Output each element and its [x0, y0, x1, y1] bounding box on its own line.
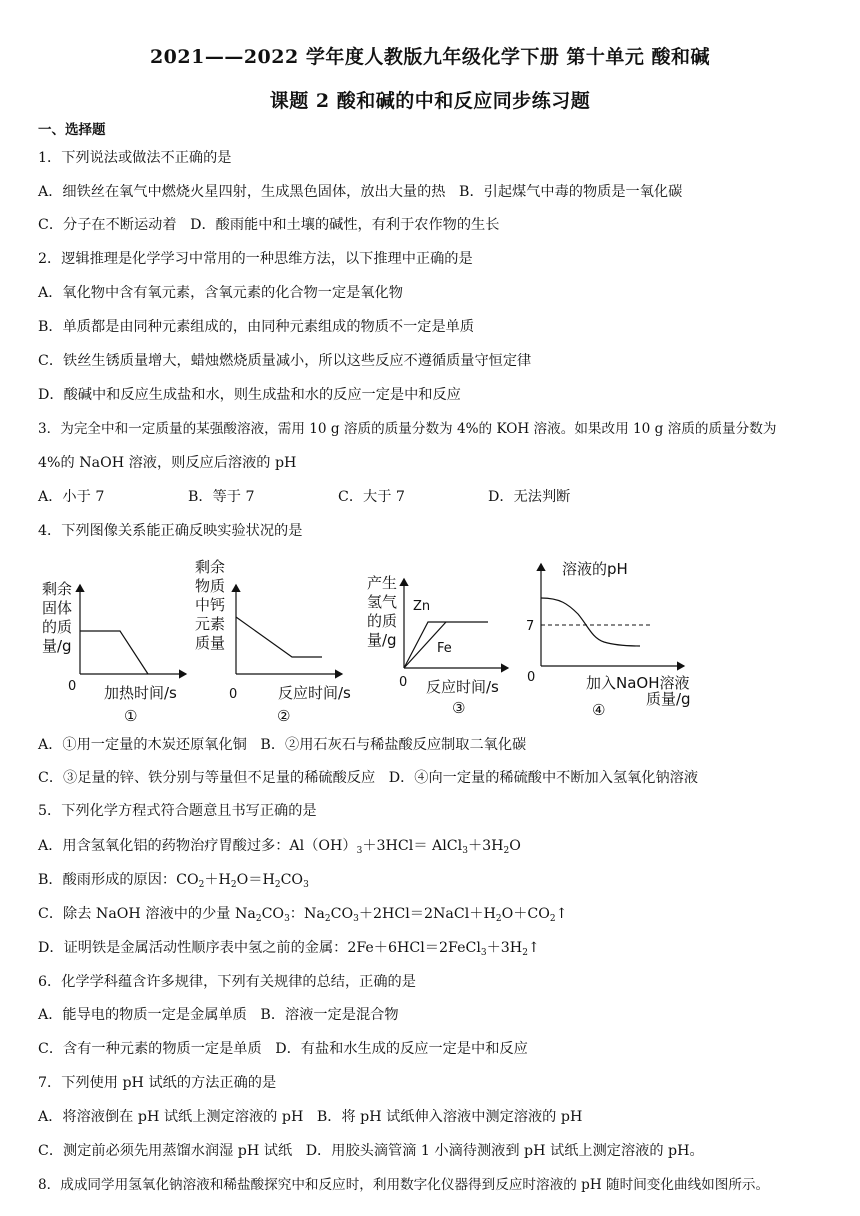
page-subtitle: 课题 2 酸和碱的中和反应同步练习题	[269, 90, 591, 112]
graph3-fe-label: Fe	[437, 641, 452, 656]
q6-option-d: D．有盐和水生成的反应一定是中和反应	[275, 1041, 528, 1057]
graph3-ylabel-2: 氢气	[367, 593, 398, 611]
q4-graphs	[0, 550, 860, 735]
graph3-xlabel: 反应时间/s	[426, 678, 499, 696]
q3-option-c: C．大于 7	[338, 489, 405, 505]
graph3-number: ③	[452, 699, 466, 717]
graph2-curve	[236, 617, 322, 657]
q5-option-d: D．证明铁是金属活动性顺序表中氢之前的金属：$2Fe+6HCl=2FeCl_3+3H_2↑$	[38, 940, 540, 958]
q6-options-ab	[38, 1005, 399, 1025]
graph1-number: ①	[124, 707, 138, 725]
q4-options-cd	[38, 768, 698, 788]
q5-option-a: A．用含氢氧化铝的药物治疗胃酸过多：$Al(OH)_3+3HCl=$ $AlCl_3+3H_2O$	[38, 838, 521, 856]
q4-option-a: A．①用一定量的木炭还原氧化铜	[38, 737, 247, 753]
q3-stem-line2: 4%的 NaOH 溶液，则反应后溶液的 pH	[38, 455, 297, 471]
q5-option-b: B．酸雨形成的原因：$CO_2+H_2O=H_2CO_3$	[38, 872, 309, 890]
graph3-origin: 0	[399, 675, 408, 690]
q6-stem: 6．化学学科蕴含许多规律，下列有关规律的总结，正确的是	[38, 974, 416, 990]
q1-option-b: B．引起煤气中毒的物质是一氧化碳	[459, 184, 683, 200]
graph2-ylabel-2: 物质	[195, 577, 226, 595]
section-heading: 一、选择题	[38, 122, 106, 138]
graph2-ylabel-5: 质量	[195, 634, 226, 652]
q4-options-ab	[38, 735, 526, 755]
graph3-ylabel-3: 的质	[367, 612, 398, 630]
q4-option-d: D．④向一定量的稀硫酸中不断加入氢氧化钠溶液	[388, 770, 699, 786]
q2-option-b: B．单质都是由同种元素组成的，由同种元素组成的物质不一定是单质	[38, 319, 475, 335]
graph-2	[195, 558, 351, 725]
q4-stem: 4．下列图像关系能正确反映实验状况的是	[38, 523, 303, 539]
q7-stem: 7．下列使用 pH 试纸的方法正确的是	[38, 1075, 277, 1091]
q3-option-a: A．小于 7	[38, 489, 105, 505]
graph3-ylabel-4: 量/g	[367, 631, 397, 649]
q1-options-cd	[38, 215, 499, 235]
graph2-ylabel-3: 中钙	[195, 596, 226, 614]
graph2-ylabel-4: 元素	[195, 615, 226, 633]
q3-stem-line1: 3．为完全中和一定质量的某强酸溶液，需用 10 g 溶质的质量分数为 4%的 KOH 溶液。如果改用 10 g 溶质的质量分数为	[38, 421, 777, 437]
q7-options-ab	[38, 1107, 582, 1127]
q1-option-c: C．分子在不断运动着	[38, 217, 177, 233]
q7-options-cd	[38, 1141, 704, 1161]
q2-option-c: C．铁丝生锈质量增大，蜡烛燃烧质量减小，所以这些反应不遵循质量守恒定律	[38, 353, 532, 369]
q1-option-a: A．细铁丝在氧气中燃烧火星四射，生成黑色固体，放出大量的热	[38, 184, 446, 200]
q4-option-c: C．③足量的锌、铁分别与等量但不足量的稀硫酸反应	[38, 770, 376, 786]
q7-option-b: B．将 pH 试纸伸入溶液中测定溶液的 pH	[316, 1109, 583, 1125]
graph1-xlabel: 加热时间/s	[104, 684, 177, 702]
q7-option-a: A．将溶液倒在 pH 试纸上测定溶液的 pH	[38, 1109, 304, 1125]
graph4-origin: 0	[527, 670, 536, 685]
graph1-ylabel-2: 固体	[42, 599, 73, 617]
graph1-curve	[80, 631, 148, 674]
q6-option-b: B．溶液一定是混合物	[260, 1007, 399, 1023]
q6-option-a: A．能导电的物质一定是金属单质	[38, 1007, 247, 1023]
q1-stem: 1．下列说法或做法不正确的是	[38, 150, 232, 166]
graph4-seven: 7	[526, 619, 535, 634]
graph-4	[526, 560, 691, 719]
q8-stem: 8．成成同学用氢氧化钠溶液和稀盐酸探究中和反应时，利用数字化仪器得到反应时溶液的 pH 随时间变化曲线如图所示。	[38, 1177, 770, 1193]
graph4-number: ④	[592, 701, 606, 719]
graph4-ylabel: 溶液的pH	[562, 560, 628, 578]
graph1-ylabel-1: 剩余	[42, 580, 73, 598]
graph-1	[42, 580, 186, 725]
q3-option-d: D．无法判断	[488, 489, 571, 505]
q5-option-c: C．除去 NaOH 溶液中的少量 $Na_2CO_3$：$Na_2CO_3+2HCl=2NaCl+H_2O+CO_2↑$	[38, 906, 568, 924]
q5-stem: 5．下列化学方程式符合题意且书写正确的是	[38, 803, 317, 819]
graph3-ylabel-1: 产生	[367, 574, 398, 592]
graph1-origin: 0	[68, 679, 77, 694]
graph4-xlabel-1: 加入NaOH溶液	[586, 674, 690, 692]
graph2-number: ②	[277, 707, 291, 725]
q6-option-c: C．含有一种元素的物质一定是单质	[38, 1041, 262, 1057]
q4-option-b: B．②用石灰石与稀盐酸反应制取二氧化碳	[260, 737, 527, 753]
q2-option-d: D．酸碱中和反应生成盐和水，则生成盐和水的反应一定是中和反应	[38, 387, 461, 403]
q1-options-ab	[38, 182, 682, 202]
graph2-origin: 0	[229, 687, 238, 702]
q2-stem: 2．逻辑推理是化学学习中常用的一种思维方法，以下推理中正确的是	[38, 251, 473, 267]
q3-option-b: B．等于 7	[188, 489, 255, 505]
page-title: 2021——2022 学年度人教版九年级化学下册 第十单元 酸和碱	[149, 46, 711, 68]
graph1-ylabel-3: 的质	[42, 618, 73, 636]
graph4-xlabel-2: 质量/g	[646, 690, 691, 708]
graph4-curve	[541, 598, 640, 646]
graph2-xlabel: 反应时间/s	[278, 684, 351, 702]
q6-options-cd	[38, 1039, 528, 1059]
graph1-ylabel-4: 量/g	[42, 637, 72, 655]
q2-option-a: A．氧化物中含有氧元素，含氧元素的化合物一定是氧化物	[38, 285, 403, 301]
graph3-zn-label: Zn	[413, 599, 431, 614]
q7-option-c: C．测定前必须先用蒸馏水润湿 pH 试纸	[38, 1143, 293, 1159]
graph2-ylabel-1: 剩余	[195, 558, 226, 576]
graph-3	[367, 574, 508, 717]
q7-option-d: D．用胶头滴管滴 1 小滴待测液到 pH 试纸上测定溶液的 pH。	[305, 1143, 704, 1159]
q1-option-d: D．酸雨能中和土壤的碱性，有利于农作物的生长	[190, 217, 500, 233]
